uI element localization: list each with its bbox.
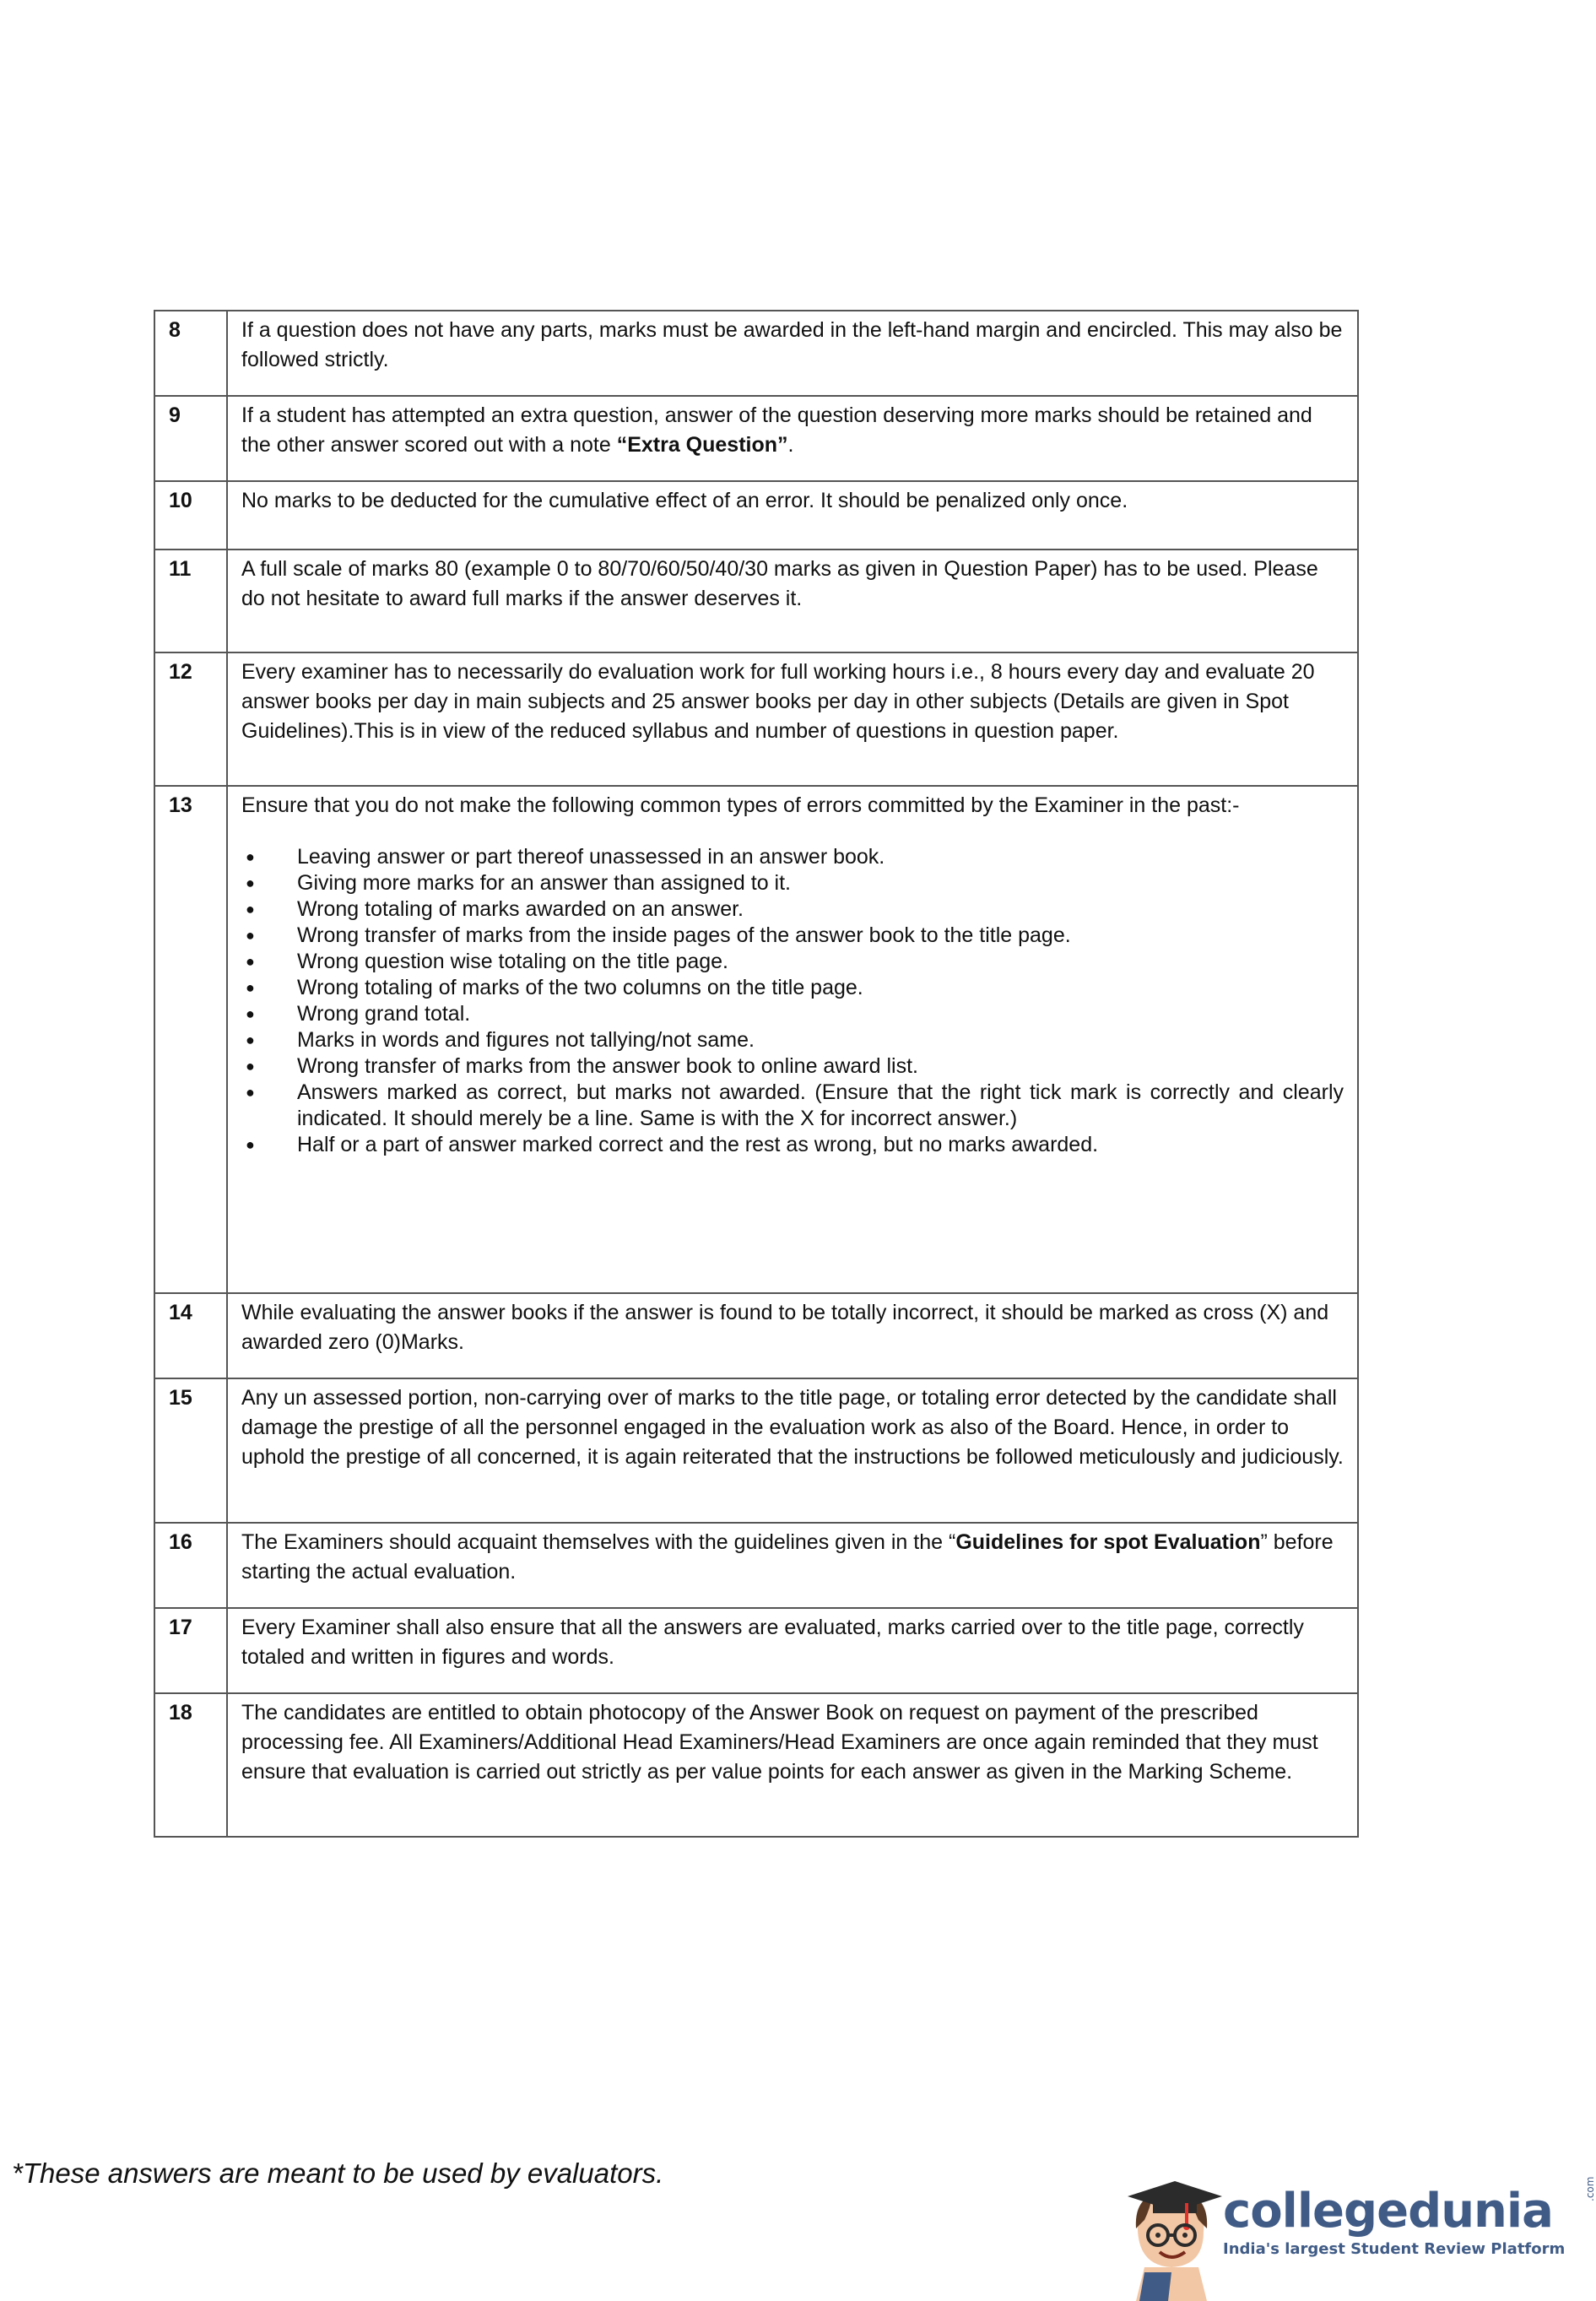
guideline-row-8 [154, 311, 1358, 396]
brand-name: collegedunia [1223, 2184, 1553, 2239]
list-item-text: Wrong grand total. [297, 1002, 471, 1026]
guideline-text [227, 396, 1358, 481]
list-item-text: Wrong totaling of marks awarded on an answer. [297, 897, 744, 921]
list-item-text: Leaving answer or part thereof unassessed in an answer book. [297, 845, 885, 869]
guideline-number: 8 [154, 311, 227, 396]
guideline-number: 13 [154, 786, 227, 1293]
guideline-row-10 [154, 481, 1358, 550]
guideline-number: 10 [154, 481, 227, 550]
guideline-number: 9 [154, 396, 227, 481]
list-item-text: Wrong transfer of marks from the inside pages of the answer book to the title page. [297, 923, 1071, 947]
guideline-text [227, 786, 1358, 1293]
bullet-icon: ● [246, 1005, 255, 1022]
guideline-number: 15 [154, 1378, 227, 1523]
bullet-icon: ● [246, 979, 255, 996]
guideline-text-part: If a student has attempted an extra question, answer of the question deserving more marks should be retained and the other answer scored out with a note [241, 403, 1312, 457]
guideline-text-part: ” before starting the actual evaluation. [241, 1530, 1334, 1584]
bullet-icon: ● [246, 953, 255, 970]
guideline-intro: Ensure that you do not make the following common types of errors committed by the Examiner in the past:- [241, 793, 1240, 817]
guideline-text: No marks to be deducted for the cumulative effect of an error. It should be penalized only once. [227, 481, 1358, 550]
guideline-text: While evaluating the answer books if the answer is found to be totally incorrect, it should be marked as cross (X) and awarded zero (0)Marks. [227, 1293, 1358, 1378]
mascot-icon [1119, 2178, 1229, 2301]
list-item [241, 1027, 1344, 1053]
guideline-row-9 [154, 396, 1358, 481]
evaluator-footnote: *These answers are meant to be used by evaluators. [12, 2158, 664, 2189]
guideline-emphasis: “Extra Question” [616, 433, 788, 457]
list-item-text: Giving more marks for an answer than assigned to it. [297, 871, 791, 895]
evaluation-guidelines-table [154, 310, 1359, 1838]
list-item-text: Wrong question wise totaling on the title page. [297, 950, 728, 973]
list-item-text: Marks in words and figures not tallying/not same. [297, 1028, 755, 1052]
guideline-text-part: . [787, 433, 794, 457]
guideline-number: 16 [154, 1523, 227, 1608]
list-item [241, 975, 1344, 1001]
guideline-row-12 [154, 652, 1358, 786]
guideline-text: Every Examiner shall also ensure that all the answers are evaluated, marks carried over to the title page, correctly totaled and written in figures and words. [227, 1608, 1358, 1693]
guideline-row-15 [154, 1378, 1358, 1523]
list-item [241, 870, 1344, 896]
guideline-text-part: The Examiners should acquaint themselves with the guidelines given in the “ [241, 1530, 956, 1554]
guideline-text: The candidates are entitled to obtain photocopy of the Answer Book on request on payment of the prescribed processing fee. All Examiners/Additional Head Examiners/Head Examiners are once again reminded that they must ensure that evaluation is carried out strictly as per value points for each answer as given in the Marking Scheme. [227, 1693, 1358, 1837]
bullet-icon: ● [246, 1058, 255, 1075]
guideline-number: 17 [154, 1608, 227, 1693]
bullet-icon: ● [246, 848, 255, 865]
brand-tagline: India's largest Student Review Platform [1223, 2240, 1566, 2258]
guideline-number: 11 [154, 550, 227, 652]
list-item [241, 1132, 1344, 1158]
guideline-row-13 [154, 786, 1358, 1293]
collegedunia-logo [1119, 2176, 1596, 2301]
list-item-text: Answers marked as correct, but marks not awarded. (Ensure that the right tick mark is correctly and clearly indicated. It should merely be a line. Same is with the X for incorrect answer.) [297, 1080, 1344, 1130]
list-item [241, 923, 1344, 949]
guideline-row-16 [154, 1523, 1358, 1608]
guideline-text: A full scale of marks 80 (example 0 to 80/70/60/50/40/30 marks as given in Question Paper) has to be used. Please do not hesitate to award full marks if the answer deserves it. [227, 550, 1358, 652]
guideline-text: Any un assessed portion, non-carrying over of marks to the title page, or totaling error detected by the candidate shall damage the prestige of all the personnel engaged in the evaluation work as also of the Board. Hence, in order to uphold the prestige of all concerned, it is again reiterated that the instructions be followed meticulously and judiciously. [227, 1378, 1358, 1523]
list-item [241, 1001, 1344, 1027]
guideline-number: 14 [154, 1293, 227, 1378]
list-item [241, 949, 1344, 975]
bullet-icon: ● [246, 874, 255, 891]
list-item-text: Half or a part of answer marked correct and the rest as wrong, but no marks awarded. [297, 1133, 1099, 1156]
common-errors-list [241, 844, 1344, 1158]
logo-text [1223, 2176, 1596, 2258]
list-item [241, 844, 1344, 870]
guideline-row-14 [154, 1293, 1358, 1378]
guideline-text: Every examiner has to necessarily do evaluation work for full working hours i.e., 8 hours every day and evaluate 20 answer books per day in main subjects and 25 answer books per day in other subjects (Details are given in Spot Guidelines).This is in view of the reduced syllabus and number of questions in question paper. [227, 652, 1358, 786]
bullet-icon: ● [246, 927, 255, 944]
list-item [241, 1080, 1344, 1132]
guideline-text [227, 1523, 1358, 1608]
bullet-icon: ● [246, 901, 255, 918]
list-item-text: Wrong transfer of marks from the answer book to online award list. [297, 1054, 918, 1078]
guideline-row-11 [154, 550, 1358, 652]
guideline-number: 18 [154, 1693, 227, 1837]
list-item-text: Wrong totaling of marks of the two columns on the title page. [297, 976, 863, 999]
guideline-text: If a question does not have any parts, marks must be awarded in the left-hand margin and encircled. This may also be followed strictly. [227, 311, 1358, 396]
brand-domain: .com [1584, 2176, 1596, 2201]
list-item [241, 1053, 1344, 1080]
bullet-icon: ● [246, 1084, 255, 1101]
bullet-icon: ● [246, 1136, 255, 1153]
list-item [241, 896, 1344, 923]
guideline-row-18 [154, 1693, 1358, 1837]
bullet-icon: ● [246, 1031, 255, 1048]
guideline-number: 12 [154, 652, 227, 786]
guideline-row-17 [154, 1608, 1358, 1693]
guideline-emphasis: Guidelines for spot Evaluation [955, 1530, 1261, 1554]
